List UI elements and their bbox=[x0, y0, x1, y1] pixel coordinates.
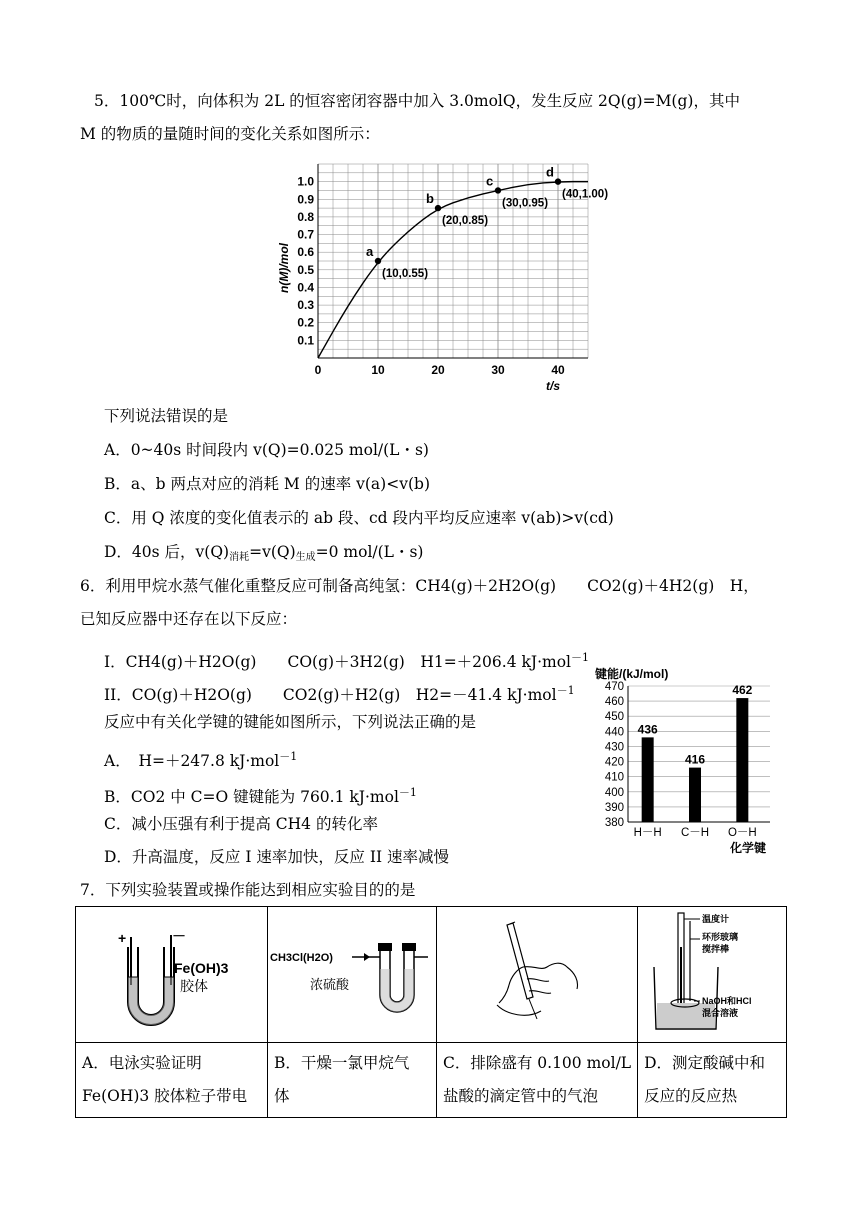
point-coord-label: (40,1.00) bbox=[562, 188, 609, 201]
point-letter: b bbox=[426, 191, 434, 207]
caption-b: B．干燥一氯甲烷气 体 bbox=[268, 1043, 437, 1118]
q6-option-b: B．CO2 中 C=O 键键能为 760.1 kJ·mol$^{-1}$ bbox=[104, 786, 417, 806]
bar-y-tick: 420 bbox=[604, 756, 624, 769]
svg-text:CH3Cl(H2O): CH3Cl(H2O) bbox=[270, 952, 333, 964]
q6-option-a: A． H=＋247.8 kJ·mol$^{-1}$ bbox=[104, 750, 298, 770]
q7-title: 7．下列实验装置或操作能达到相应实验目的的是 bbox=[80, 881, 416, 899]
q5-option-a: A．0~40s 时间段内 v(Q)=0.025 mol/(L・s) bbox=[104, 441, 429, 459]
y-tick-label: 0.2 bbox=[297, 315, 314, 330]
y-tick-label: 0.6 bbox=[297, 245, 314, 260]
data-point bbox=[375, 258, 381, 264]
q5-option-d: D．40s 后，$v(Q)_{消耗}=v(Q)_{生成}=0$ mol/(L・s) bbox=[104, 543, 424, 563]
svg-text:浓硫酸: 浓硫酸 bbox=[310, 977, 350, 992]
q6-prompt: 反应中有关化学键的键能如图所示，下列说法正确的是 bbox=[104, 713, 477, 731]
q5-option-c: C．用 Q 浓度的变化值表示的 ab 段、cd 段内平均反应速率 v(ab)>v(cd) bbox=[104, 509, 614, 527]
figure-calorimeter bbox=[638, 907, 787, 1043]
y-tick-label: 0.3 bbox=[297, 298, 314, 313]
q6-line1: 6．利用甲烷水蒸气催化重整反应可制备高纯氢：CH4(g)＋2H2O(g) CO2(g)＋4H2(g) H， bbox=[80, 577, 759, 595]
q5-line2: M 的物质的量随时间的变化关系如图所示： bbox=[80, 125, 380, 143]
q5-option-b: B．a、b 两点对应的消耗 M 的速率 v(a)<v(b) bbox=[104, 475, 430, 493]
data-point bbox=[555, 178, 561, 184]
q5-prompt: 下列说法错误的是 bbox=[104, 407, 229, 425]
bar-y-tick: 410 bbox=[604, 771, 624, 784]
x-tick-label: 0 bbox=[314, 363, 322, 377]
svg-text:+: + bbox=[118, 930, 127, 946]
svg-text:NaOH和HCl: NaOH和HCl bbox=[702, 996, 752, 1006]
figure-drying-tube bbox=[268, 907, 437, 1043]
svg-text:温度计: 温度计 bbox=[702, 914, 730, 924]
q6-option-d: D．升高温度，反应 I 速率加快，反应 II 速率减慢 bbox=[104, 848, 450, 866]
bar-category-label: O－H bbox=[727, 827, 757, 839]
bar bbox=[689, 768, 701, 822]
point-letter: d bbox=[546, 164, 554, 180]
point-coord-label: (10,0.55) bbox=[382, 268, 429, 280]
q6-line2: 已知反应器中还存在以下反应： bbox=[80, 610, 298, 628]
q6-reaction-1: I．CH4(g)＋H2O(g) CO(g)＋3H2(g) H1=＋206.4 kJ·mol$^{-1}$ bbox=[104, 651, 590, 671]
experiment-table bbox=[75, 906, 787, 1118]
caption-c: C．排除盛有 0.100 mol/L 盐酸的滴定管中的气泡 bbox=[437, 1043, 638, 1118]
bar-y-tick: 400 bbox=[604, 786, 624, 799]
svg-text:胶体: 胶体 bbox=[180, 978, 208, 994]
data-point bbox=[435, 205, 441, 211]
x-tick-label: 30 bbox=[491, 363, 505, 377]
svg-text:环形玻璃: 环形玻璃 bbox=[702, 932, 739, 942]
bar bbox=[736, 698, 748, 822]
y-tick-label: 0.7 bbox=[297, 227, 314, 242]
bar bbox=[642, 737, 654, 822]
caption-a: A．电泳实验证明 Fe(OH)3 胶体粒子带电 bbox=[76, 1043, 268, 1118]
bar-y-tick: 470 bbox=[604, 681, 624, 693]
bar-y-tick: 450 bbox=[604, 711, 624, 724]
bar-x-label: 化学键 bbox=[729, 841, 767, 855]
bar-value-label: 416 bbox=[684, 752, 706, 767]
chart-bond-energy bbox=[580, 660, 780, 860]
x-axis-label: t/s bbox=[545, 379, 560, 393]
bar-value-label: 462 bbox=[732, 683, 753, 698]
bar-y-tick: 430 bbox=[604, 741, 624, 754]
bar-y-tick: 390 bbox=[604, 801, 624, 814]
y-tick-label: 0.1 bbox=[297, 333, 314, 348]
y-tick-label: 0.8 bbox=[297, 209, 314, 224]
svg-text:－: － bbox=[172, 928, 186, 944]
figure-electrophoresis bbox=[76, 907, 268, 1043]
y-axis-label: n(M)/mol bbox=[277, 243, 291, 293]
x-tick-label: 10 bbox=[371, 363, 385, 377]
data-point bbox=[495, 187, 501, 193]
x-tick-label: 20 bbox=[431, 363, 445, 377]
point-coord-label: (20,0.85) bbox=[442, 215, 489, 228]
bar-category-label: H－H bbox=[633, 827, 662, 839]
point-coord-label: (30,0.95) bbox=[502, 197, 549, 210]
bar-y-label: 键能/(kJ/mol) bbox=[595, 667, 669, 681]
x-tick-label: 40 bbox=[551, 363, 565, 377]
svg-text:搅拌棒: 搅拌棒 bbox=[702, 944, 730, 954]
bar-category-label: C－H bbox=[680, 827, 710, 839]
q5-line1: 5．100℃时，向体积为 2L 的恒容密闭容器中加入 3.0molQ，发生反应 2Q(g)=M(g)，其中 bbox=[94, 92, 740, 110]
bar-value-label: 436 bbox=[637, 722, 658, 737]
point-letter: a bbox=[366, 244, 374, 259]
y-tick-label: 0.4 bbox=[297, 280, 314, 295]
y-tick-label: 0.9 bbox=[297, 192, 314, 207]
bar-y-tick: 380 bbox=[604, 817, 624, 829]
y-tick-label: 0.5 bbox=[297, 262, 314, 277]
caption-d: D．测定酸碱中和 反应的反应热 bbox=[638, 1043, 787, 1118]
figure-burette bbox=[437, 907, 638, 1043]
point-letter: c bbox=[486, 173, 494, 189]
bar-y-tick: 440 bbox=[604, 726, 624, 739]
y-tick-label: 1.0 bbox=[297, 174, 314, 189]
svg-text:Fe(OH)3: Fe(OH)3 bbox=[174, 960, 229, 976]
svg-text:混合溶液: 混合溶液 bbox=[702, 1008, 739, 1018]
q6-option-c: C．减小压强有利于提高 CH4 的转化率 bbox=[104, 815, 378, 833]
q6-reaction-2: II．CO(g)＋H2O(g) CO2(g)＋H2(g) H2=－41.4 kJ·mol$^{-1}$ bbox=[104, 684, 575, 704]
chart-nm-vs-time bbox=[270, 158, 609, 398]
bar-y-tick: 460 bbox=[604, 696, 624, 709]
